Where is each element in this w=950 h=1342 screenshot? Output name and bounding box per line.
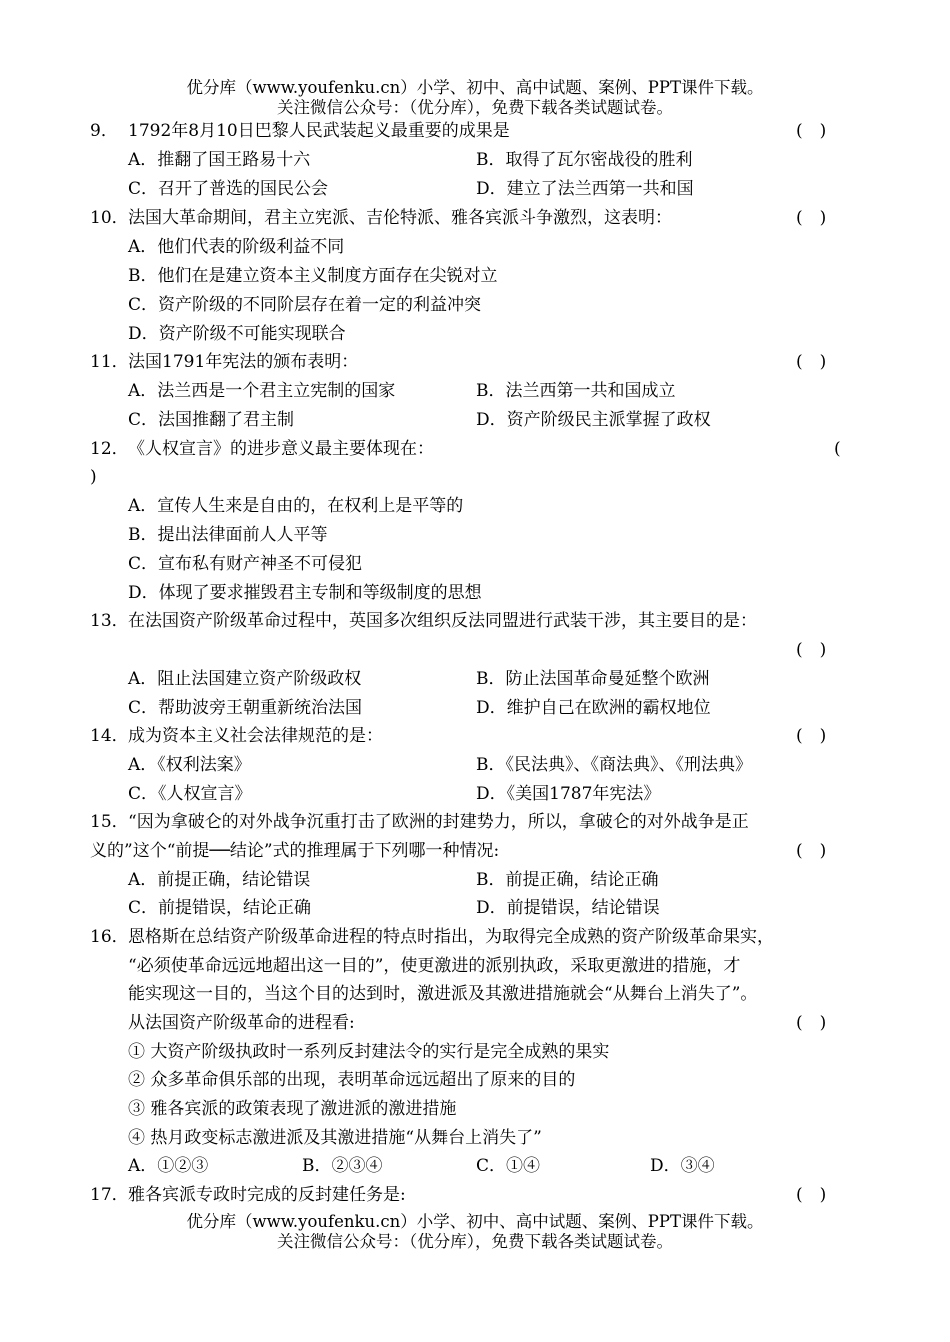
question-11-options-row-2: [0, 406, 950, 435]
answer-paren: ( ): [796, 1013, 827, 1033]
question-stem-line-2: “必须使革命远远地超出这一目的”，使更激进的派别执政，采取更激进的措施，才: [128, 956, 741, 976]
question-11-options-row-1: [0, 377, 950, 406]
option-d: D．建立了法兰西第一共和国: [476, 179, 694, 199]
question-number: 9．: [90, 121, 118, 141]
option-d: D．前提错误，结论错误: [476, 898, 660, 918]
question-number: 11．: [90, 352, 129, 372]
question-stem: 法国大革命期间，君主立宪派、吉伦特派、雅各宾派斗争激烈，这表明：: [128, 208, 672, 228]
answer-paren: ( ): [796, 726, 827, 746]
option-d: D．体现了要求摧毁君主专制和等级制度的思想: [128, 583, 482, 603]
answer-paren-open: (: [834, 439, 841, 459]
question-stem-line-4: 从法国资产阶级革命的进程看:: [128, 1013, 355, 1033]
question-16-line-2: [0, 952, 950, 981]
question-10-option-d: [0, 320, 950, 349]
option-b: B．前提正确，结论正确: [476, 870, 659, 890]
option-b: B．②③④: [302, 1156, 383, 1176]
option-d: D．资产阶级民主派掌握了政权: [476, 410, 711, 430]
answer-paren: ( ): [796, 841, 827, 861]
option-d: D．资产阶级不可能实现联合: [128, 324, 346, 344]
page-footer-line-1: 优分库（www.youfenku.cn）小学、初中、高中试题、案例、PPT课件下载。: [186, 1212, 764, 1231]
question-number: 16．: [90, 927, 129, 947]
answer-paren: ( ): [796, 121, 827, 141]
option-b: B．他们在是建立资本主义制度方面存在尖锐对立: [128, 266, 498, 286]
question-17: [0, 1181, 950, 1210]
question-12-option-d: [0, 579, 950, 608]
option-b: B．取得了瓦尔密战役的胜利: [476, 150, 693, 170]
question-number: 15．: [90, 812, 129, 832]
option-b: B．防止法国革命曼延整个欧洲: [476, 669, 710, 689]
question-stem: 在法国资产阶级革命过程中，英国多次组织反法同盟进行武装干涉，其主要目的是：: [128, 611, 757, 631]
option-c: C．帮助波旁王朝重新统治法国: [128, 698, 363, 718]
answer-paren: ( ): [796, 640, 827, 660]
question-16-statement-4: [0, 1124, 950, 1153]
option-a: A．他们代表的阶级利益不同: [128, 237, 345, 257]
question-number: 17．: [90, 1185, 129, 1205]
question-14-options-row-2: [0, 780, 950, 809]
page-header-line-2: 关注微信公众号：（优分库），免费下载各类试题试卷。: [277, 98, 673, 117]
question-16-line-4: [0, 1009, 950, 1038]
answer-paren: ( ): [796, 208, 827, 228]
option-a: A．宣传人生来是自由的，在权利上是平等的: [128, 496, 464, 516]
question-12: [0, 435, 950, 464]
statement-1: ① 大资产阶级执政时一系列反封建法令的实行是完全成熟的果实: [128, 1042, 610, 1062]
question-stem: 雅各宾派专政时完成的反封建任务是:: [128, 1185, 406, 1205]
option-a: A．前提正确，结论错误: [128, 870, 311, 890]
question-stem-line-1: 恩格斯在总结资产阶级革命进程的特点时指出，为取得完全成熟的资产阶级革命果实，: [128, 927, 774, 947]
question-15-line-2: [0, 837, 950, 866]
question-10-option-c: [0, 291, 950, 320]
option-a: A．阻止法国建立资产阶级政权: [128, 669, 362, 689]
statement-4: ④ 热月政变标志激进派及其激进措施“从舞台上消失了”: [128, 1128, 542, 1148]
answer-paren-close: ): [90, 467, 97, 487]
question-9-options-row-2: [0, 175, 950, 204]
question-12-option-c: [0, 550, 950, 579]
option-c: C．前提错误，结论正确: [128, 898, 312, 918]
question-16: [0, 923, 950, 952]
question-9-options-row-1: [0, 146, 950, 175]
question-10-option-b: [0, 262, 950, 291]
page-footer-line-2: 关注微信公众号：（优分库），免费下载各类试题试卷。: [277, 1232, 673, 1251]
question-stem: 成为资本主义社会法律规范的是：: [128, 726, 383, 746]
question-stem: 法国1791年宪法的颁布表明：: [128, 352, 359, 372]
question-14: [0, 722, 950, 751]
option-c: C．召开了普选的国民公会: [128, 179, 329, 199]
question-15: [0, 808, 950, 837]
question-10-option-a: [0, 233, 950, 262]
option-d: D．维护自己在欧洲的霸权地位: [476, 698, 711, 718]
question-stem-line-1: “因为拿破仑的对外战争沉重打击了欧洲的封建势力，所以，拿破仑的对外战争是正: [128, 812, 749, 832]
option-b: B．法兰西第一共和国成立: [476, 381, 676, 401]
option-c: C．《人权宣言》: [128, 784, 252, 804]
question-15-options-row-2: [0, 894, 950, 923]
option-c: C．①④: [476, 1156, 541, 1176]
question-15-options-row-1: [0, 866, 950, 895]
question-13-options-row-1: [0, 665, 950, 694]
question-number: 13．: [90, 611, 129, 631]
statement-3: ③ 雅各宾派的政策表现了激进派的激进措施: [128, 1099, 457, 1119]
question-11: [0, 348, 950, 377]
statement-2: ② 众多革命俱乐部的出现，表明革命远远超出了原来的目的: [128, 1070, 576, 1090]
option-c: C．宣布私有财产神圣不可侵犯: [128, 554, 363, 574]
question-14-options-row-1: [0, 751, 950, 780]
answer-paren: ( ): [796, 1185, 827, 1205]
question-16-statement-1: [0, 1038, 950, 1067]
question-13-options-row-2: [0, 694, 950, 723]
question-stem-line-3: 能实现这一目的，当这个目的达到时，激进派及其激进措施就会“从舞台上消失了”。: [128, 984, 758, 1004]
question-16-statement-2: [0, 1066, 950, 1095]
question-16-statement-3: [0, 1095, 950, 1124]
question-stem: 1792年8月10日巴黎人民武装起义最重要的成果是: [128, 121, 510, 141]
question-12-option-a: [0, 492, 950, 521]
option-c: C．资产阶级的不同阶层存在着一定的利益冲突: [128, 295, 482, 315]
question-stem: 《人权宣言》的进步意义最主要体现在：: [128, 439, 434, 459]
question-number: 12．: [90, 439, 129, 459]
option-a: A．推翻了国王路易十六: [128, 150, 311, 170]
option-a: A．法兰西是一个君主立宪制的国家: [128, 381, 396, 401]
question-13-paren-line: [0, 636, 950, 665]
option-a: A．①②③: [128, 1156, 209, 1176]
option-d: D．《美国1787年宪法》: [476, 784, 661, 804]
question-12-option-b: [0, 521, 950, 550]
option-b: B．提出法律面前人人平等: [128, 525, 328, 545]
question-12-paren-close-line: [0, 463, 950, 492]
option-a: A．《权利法案》: [128, 755, 251, 775]
question-16-options: [0, 1152, 950, 1181]
option-b: B．《民法典》、《商法典》、《刑法典》: [476, 755, 752, 775]
option-d: D．③④: [650, 1156, 715, 1176]
answer-paren: ( ): [796, 352, 827, 372]
question-number: 10．: [90, 208, 129, 228]
question-10: [0, 204, 950, 233]
question-9: [0, 117, 950, 146]
option-c: C．法国推翻了君主制: [128, 410, 295, 430]
question-stem-line-2: 义的”这个“前提──结论”式的推理属于下列哪一种情况:: [90, 841, 500, 861]
question-number: 14．: [90, 726, 129, 746]
question-16-line-3: [0, 980, 950, 1009]
question-13: [0, 607, 950, 636]
page-header-line-1: 优分库（www.youfenku.cn）小学、初中、高中试题、案例、PPT课件下载。: [186, 78, 764, 97]
